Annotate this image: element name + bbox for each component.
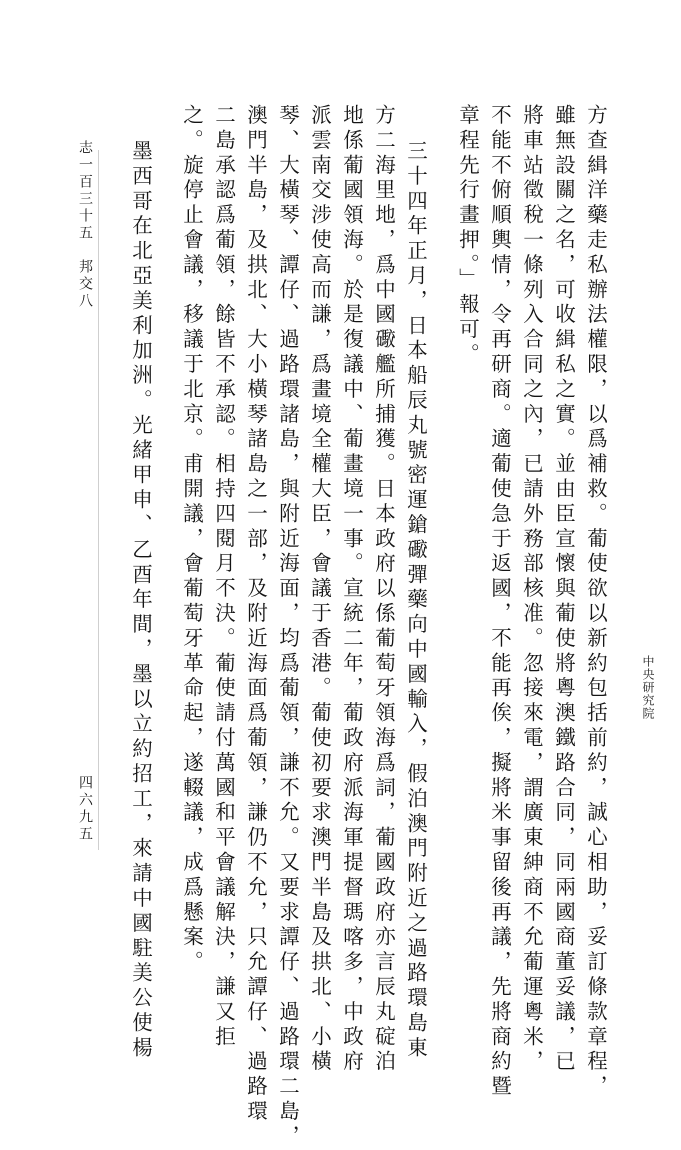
text-column-8: 地係葡國領海。於是復議中、葡畫境一事。宣統二年，葡政府派海軍提督瑪喀多，中政府 <box>339 104 364 1076</box>
text-column-13: 之。旋停止會議，移議于北京。甫開議，會葡萄牙革命起，遂輟議，成爲懸案。 <box>179 104 204 976</box>
text-column-6: 三十四年正月，日本船辰丸號密運鎗礮彈藥向中國輸入，假泊澳門附近之過路環島東 <box>403 140 428 1062</box>
text-column-9: 派雲南交涉使高而謙，爲畫境全權大臣，會議于香港。葡使初要求澳門半島及拱北、小橫 <box>307 104 332 1076</box>
column-rule <box>98 150 99 850</box>
text-column-11: 澳門半島，及拱北、大小橫琴諸島之一部，及附近海面爲葡領，謙仍不允，只允譚仔、過路環 <box>243 104 268 1125</box>
text-column-7: 方二海里地，爲中國礮艦所捕獲。日本政府以係葡萄牙領海爲詞，葡國政府亦言辰丸碇泊 <box>371 104 396 1076</box>
text-column-5: 章程先行畫押。」報可。 <box>455 104 480 368</box>
text-column-2: 雖無設關之名，可收緝私之實。並由臣宣懷與葡使將粵澳鐵路合同，同兩國商董妥議，已 <box>551 104 576 1076</box>
page-number: 四六九五 <box>77 775 93 843</box>
text-column-10: 琴、大橫琴、譚仔、過路環諸島，與附近海面，均爲葡領，謙不允。又要求譚仔、過路環二島， <box>275 104 300 1150</box>
text-column-14: 墨西哥在北亞美利加洲。光緒甲申、乙酉年間，墨以立約招工，來請中國駐美公使楊 <box>128 140 153 1062</box>
text-column-1: 方查緝洋藥走私辦法權限，以爲補救。葡使欲以新約包括前約，誠心相助，妥訂條款章程， <box>583 104 608 1100</box>
text-column-3: 將車站徵稅一條列入合同之內，已請外務部核准。忽接來電，謂廣東紳商不允葡運粵米， <box>519 104 544 1076</box>
text-column-12: 二島承認爲葡領，餘皆不承認。相持四閱月不決。葡使請付萬國和平會議解決，謙又拒 <box>211 104 236 1051</box>
library-stamp: 中央研究院 <box>641 655 655 720</box>
text-column-4: 不能不俯順輿情，令再研商。適葡使急于返國，不能再俟，擬將米事留後再議，先將商約暨 <box>487 104 512 1100</box>
chapter-footer: 志一百三十五 邦交八 <box>77 140 93 310</box>
